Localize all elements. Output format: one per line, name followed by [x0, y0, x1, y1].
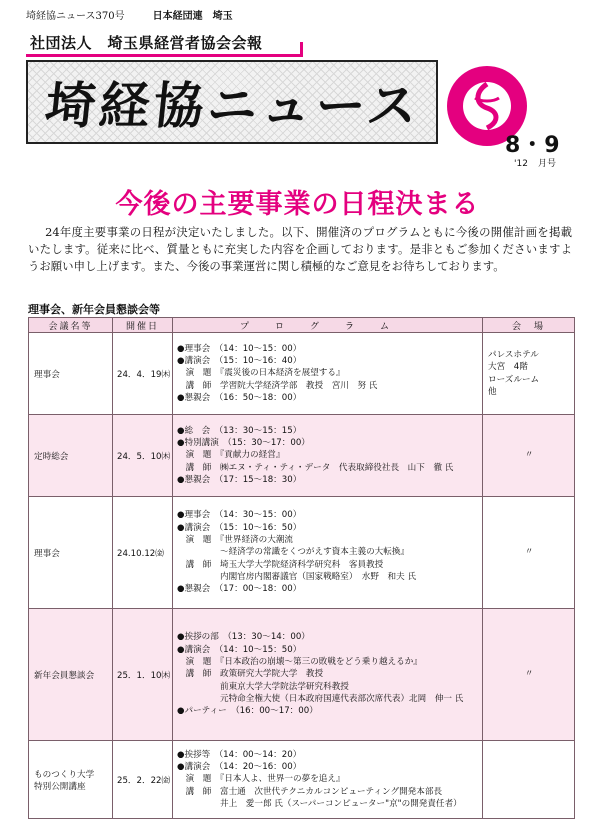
- program-item: 講 師 政策研究大学院大学 教授: [177, 669, 324, 680]
- date-cell: 24.10.12㈮: [113, 497, 173, 609]
- venue-cell: [483, 333, 575, 415]
- meeting-name-cell: [29, 497, 113, 609]
- date-cell: 25．1．10㈭: [113, 609, 173, 741]
- program-cell: [173, 609, 483, 741]
- header-meeting-name: 会議名等: [29, 318, 113, 333]
- program-item: 演 題 『日本人よ、世界一の夢を追え』: [177, 774, 345, 785]
- meeting-name-line: 新年会員懇談会: [34, 670, 95, 681]
- association-name: 社団法人 埼玉県経営者協会会報: [30, 34, 263, 52]
- venue-line: 〃: [524, 669, 534, 680]
- venue-line: ローズルーム: [488, 374, 540, 385]
- program-item: ●懇親会 （17：15～18：30）: [177, 474, 302, 485]
- program-item: ●理事会 （14：10～15：00）: [177, 343, 302, 354]
- table-row: [29, 333, 575, 415]
- meeting-name-line: 特別公開講座: [34, 781, 86, 792]
- venue-line: パレスホテル: [488, 349, 539, 360]
- meeting-name-cell: [29, 741, 113, 819]
- program-cell: [173, 333, 483, 415]
- program-item: 演 題 『日本政治の崩壊～第三の敗戦をどう乗り越えるか』: [177, 657, 422, 668]
- program-item: ●総 会 （13：30～15：15）: [177, 425, 302, 436]
- program-cell: [173, 497, 483, 609]
- header-venue: 会 場: [483, 318, 575, 333]
- program-item: 演 題 『震災後の日本経済を展望する』: [177, 368, 345, 379]
- running-header: [26, 7, 233, 22]
- intro-paragraph: 24年度主要事業の日程が決定いたしました。以下、開催済のプログラムともに今後の開催計画を掲載いたします。従来に比べ、質量ともに充実した内容を企画しております。是非ともご参加くださいますようお願い申し上げます。また、今後の事業運営に関し積極的なご意見をお待ちしております。: [28, 225, 572, 273]
- date-cell: 24．5．10㈭: [113, 415, 173, 497]
- table-row: [29, 609, 575, 741]
- meeting-name-cell: [29, 415, 113, 497]
- header-program: プログラム: [173, 318, 483, 333]
- meeting-name-line: 定時総会: [34, 451, 69, 462]
- section-title: 理事会、新年会員懇談会等: [28, 303, 160, 316]
- program-item: 講 師 埼玉大学大学院経済科学研究科 客員教授: [177, 559, 384, 570]
- program-item: ●講演会 （14：10～15：50）: [177, 644, 302, 655]
- header-date: 開催日: [113, 318, 173, 333]
- venue-line: 大宮 4階: [488, 362, 528, 372]
- schedule-table: [28, 317, 575, 819]
- meeting-name-cell: [29, 333, 113, 415]
- article-headline: 今後の主要事業の日程決まる: [115, 189, 480, 220]
- date-cell: 24．4．19㈭: [113, 333, 173, 415]
- meeting-name-line: 理事会: [34, 369, 60, 380]
- venue-line: 〃: [524, 450, 534, 461]
- association-underline: [26, 54, 302, 57]
- program-item: ～経済学の常識をくつがえす資本主義の大転換』: [177, 547, 410, 558]
- program-item: 講 師 学習院大学経済学部 教授 宮川 努 氏: [177, 380, 378, 391]
- table-header-row: [29, 318, 575, 333]
- program-item: ●理事会 （14：30～15：00）: [177, 510, 302, 521]
- program-item: 内閣官房内閣審議官（国家戦略室） 水野 和夫 氏: [177, 571, 417, 582]
- program-item: 講 師 富士通 次世代テクニカルコンピューティング開発本部長: [177, 786, 443, 797]
- issue-suffix: 月号: [537, 159, 556, 169]
- program-item: 講 師 ㈱エヌ・ティ・ティ・データ 代表取締役社長 山下 徹 氏: [177, 462, 454, 473]
- venue-cell: [483, 609, 575, 741]
- program-item: 演 題 『貢献力の経営』: [177, 450, 285, 461]
- organization-name: 日本経団連 埼玉: [152, 11, 233, 22]
- venue-line: 他: [488, 387, 497, 397]
- meeting-name-line: ものつくり大学: [34, 769, 95, 780]
- program-item: ●懇親会 （17：00～18：00）: [177, 584, 302, 595]
- program-item: ●講演会 （15：10～16：40）: [177, 356, 302, 367]
- meeting-name-cell: [29, 609, 113, 741]
- venue-line: 〃: [524, 547, 534, 558]
- meeting-name-line: 理事会: [34, 548, 60, 559]
- program-item: 元特命全権大使（日本政府国連代表部次席代表）北岡 伸一 氏: [177, 693, 464, 704]
- table-row: [29, 741, 575, 819]
- issue-year-line: [514, 156, 556, 169]
- issue-month: 8・9: [505, 133, 561, 158]
- program-item: ●講演会 （14：20～16：00）: [177, 762, 302, 773]
- program-item: ●懇親会 （16：50～18：00）: [177, 392, 302, 403]
- venue-cell: [483, 741, 575, 819]
- program-item: 前東京大学大学院法学研究科教授: [177, 681, 349, 692]
- date-cell: 25．2．22㈮: [113, 741, 173, 819]
- program-item: ●特別講演 （15：30～17：00）: [177, 438, 310, 449]
- venue-cell: [483, 415, 575, 497]
- association-rule-end: [300, 42, 303, 57]
- program-item: ●パーティー （16：00～17：00）: [177, 706, 318, 717]
- program-item: ●挨拶の部 （13：30～14：00）: [177, 632, 310, 643]
- table-row: [29, 415, 575, 497]
- issue-label: 埼経協ニュース370号: [26, 11, 125, 22]
- table-row: [29, 497, 575, 609]
- program-item: 演 題 『世界経済の大潮流: [177, 535, 294, 546]
- venue-cell: [483, 497, 575, 609]
- issue-year: '12: [514, 159, 528, 169]
- program-item: 井上 愛一郎 氏（スーパーコンピューター"京"の開発責任者）: [177, 798, 462, 809]
- program-item: ●講演会 （15：10～16：50）: [177, 522, 302, 533]
- program-cell: [173, 415, 483, 497]
- masthead-title: 埼経協ニュース: [42, 76, 425, 135]
- program-item: ●挨拶等 （14：00～14：20）: [177, 749, 302, 760]
- program-cell: [173, 741, 483, 819]
